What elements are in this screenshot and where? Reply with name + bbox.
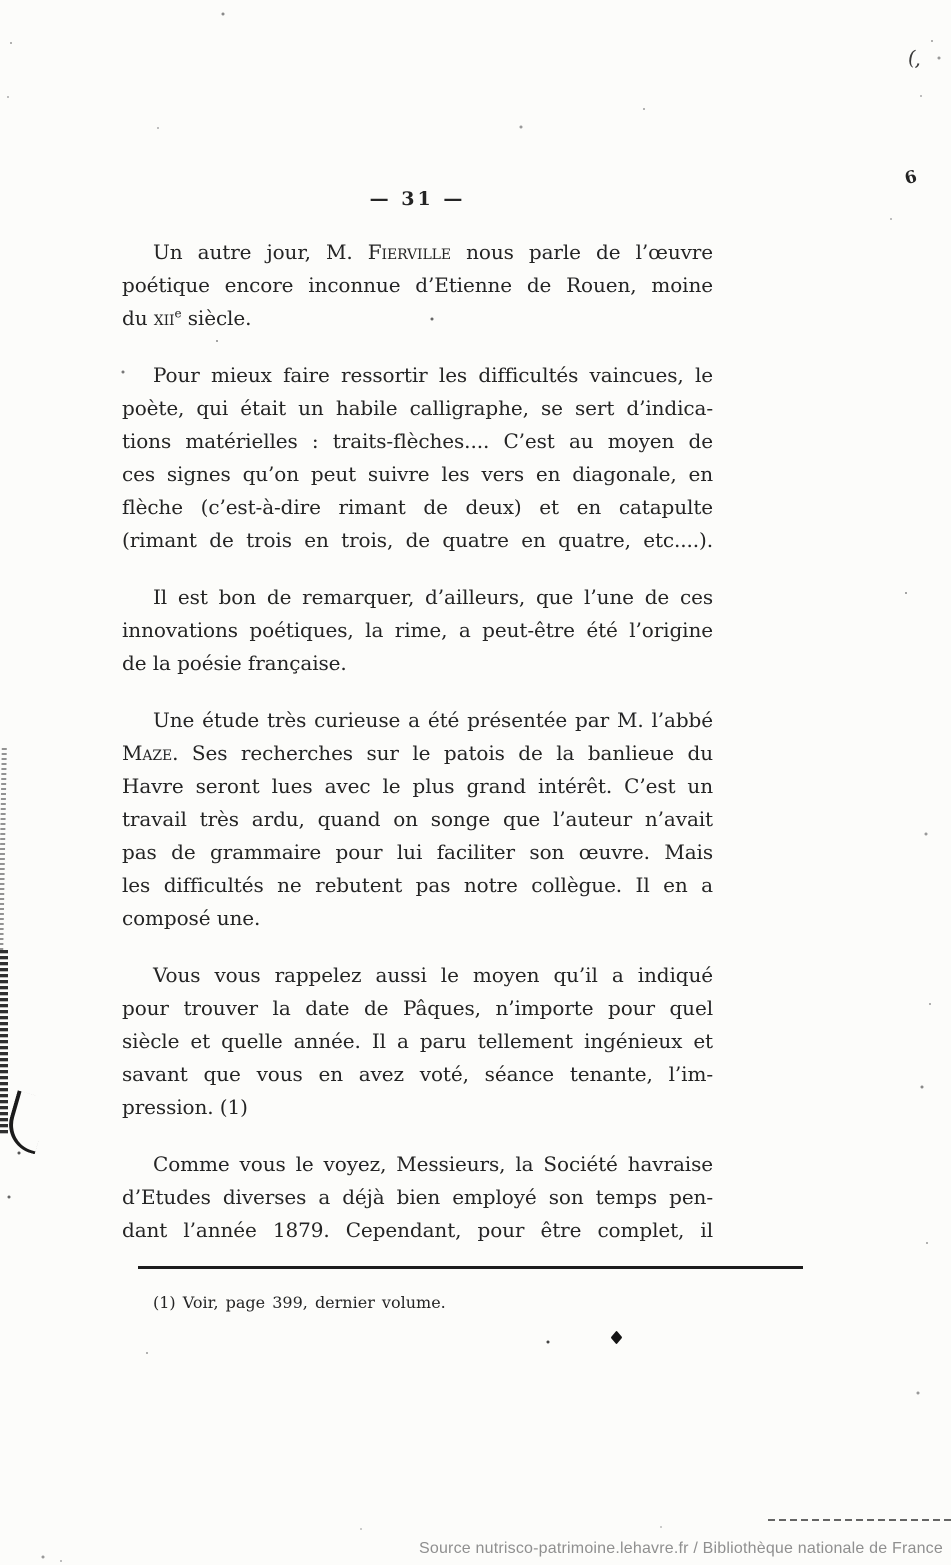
text-line: Pour mieux faire ressortir les difficultés vaincues, le: [153, 363, 713, 387]
ink-blot-diamond-icon: [611, 1331, 623, 1345]
small-caps-text: Fierville: [367, 240, 451, 264]
text-line: siècle et quelle année. Il a paru tellement ingénieux et: [122, 1029, 713, 1053]
binding-marks-lower: [0, 950, 8, 1136]
paper-specks: [0, 0, 2, 2]
text-line: de la poésie française.: [122, 651, 347, 675]
small-caps-text: xii: [153, 306, 175, 330]
binding-hook-mark: [2, 1090, 50, 1154]
text-line: poète, qui était un habile calligraphe, se sert d’indica-: [122, 396, 713, 420]
superscript-text: e: [174, 306, 182, 321]
text-line: flèche (c’est-à-dire rimant de deux) et en catapulte: [122, 495, 713, 519]
margin-ink-mark-top: (,: [906, 44, 925, 72]
page-number: — 31 —: [369, 188, 466, 210]
text-line: Comme vous le voyez, Messieurs, la Société havraise: [153, 1152, 713, 1176]
text-line: pour trouver la date de Pâques, n’importe pour quel: [122, 996, 713, 1020]
text-line: innovations poétiques, la rime, a peut-être été l’origine: [122, 618, 713, 642]
text-line: Il est bon de remarquer, d’ailleurs, que l’une de ces: [153, 585, 713, 609]
source-attribution: Source nutrisco-patrimoine.lehavre.fr / Bibliothèque nationale de France: [418, 1540, 943, 1557]
text-line: les difficultés ne rebutent pas notre collègue. Il en a: [122, 873, 713, 897]
text-line: du xii$^e$ siècle.: [122, 306, 252, 330]
binding-marks-upper: [0, 748, 7, 953]
paragraph: [122, 581, 713, 680]
body-text: [122, 236, 713, 1271]
text-line: dant l’année 1879. Cependant, pour être complet, il: [122, 1218, 713, 1242]
text-line: poétique encore inconnue d’Etienne de Rouen, moine: [122, 273, 713, 297]
paragraph: [122, 236, 713, 335]
text-line: Havre seront lues avec le plus grand intérêt. C’est un: [122, 774, 713, 798]
text-line: tions matérielles : traits-flèches.... C’est au moyen de: [122, 429, 713, 453]
text-line: d’Etudes diverses a déjà bien employé son temps pen-: [122, 1185, 713, 1209]
footnote-rule: [138, 1266, 803, 1269]
text-line: Maze. Ses recherches sur le patois de la banlieue du: [122, 741, 713, 765]
footnote-text: (1) Voir, page 399, dernier volume.: [153, 1293, 446, 1312]
text-line: travail très ardu, quand on songe que l’auteur n’avait: [122, 807, 713, 831]
paragraph: [122, 704, 713, 935]
text-line: composé une.: [122, 906, 261, 930]
paragraph: [122, 959, 713, 1124]
text-line: savant que vous en avez voté, séance tenante, l’im-: [122, 1062, 713, 1086]
text-line: (rimant de trois en trois, de quatre en quatre, etc....).: [122, 528, 713, 552]
margin-ink-mark-mid: 6: [902, 166, 920, 190]
text-line: pression. (1): [122, 1095, 248, 1119]
paragraph: [122, 359, 713, 557]
small-caps-text: Maze: [122, 741, 173, 765]
text-line: ces signes qu’on peut suivre les vers en diagonale, en: [122, 462, 713, 486]
paragraph: [122, 1148, 713, 1247]
text-line: Une étude très curieuse a été présentée par M. l’abbé: [153, 708, 713, 732]
text-line: Un autre jour, M. Fierville nous parle de l’œuvre: [153, 240, 713, 264]
text-line: Vous vous rappelez aussi le moyen qu’il a indiqué: [153, 963, 713, 987]
text-line: pas de grammaire pour lui faciliter son œuvre. Mais: [122, 840, 713, 864]
scan-edge-dashes: [768, 1519, 951, 1521]
